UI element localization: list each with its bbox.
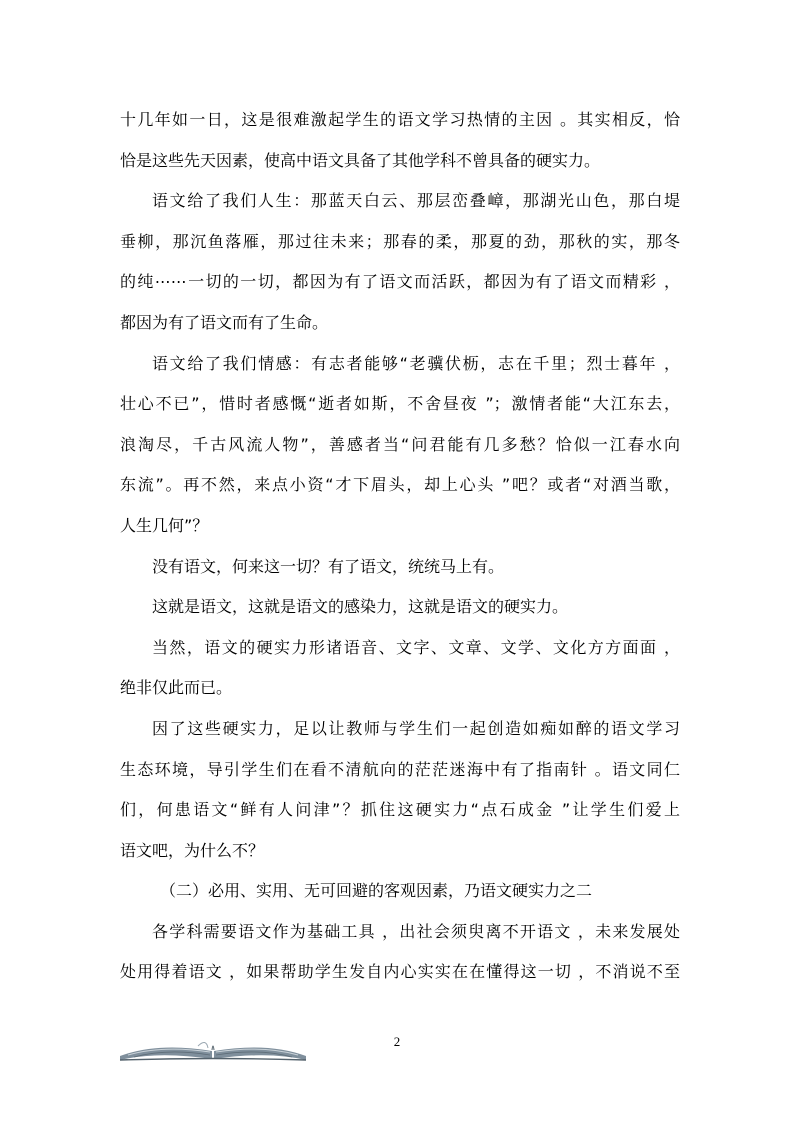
text-line: 绝非仅此而已。	[120, 678, 233, 698]
page-number: 2	[393, 1034, 401, 1049]
text-line: 垂柳，那沉鱼落雁，那过往未来；那春的柔，那夏的劲，那秋的实，那冬	[120, 231, 680, 251]
text-line: 生态环境，导引学生们在看不清航向的茫茫迷海中有了指南针 。语文同仁	[120, 759, 680, 779]
body-text	[120, 100, 680, 993]
open-book-icon	[118, 1036, 308, 1062]
text-line: 这就是语文，这就是语文的感染力，这就是语文的硬实力。	[152, 597, 569, 617]
text-line: 语文给了我们情感：有志者能够“老骥伏枥，志在千里；烈士暮年 ，	[152, 353, 680, 373]
text-line: 语文吧，为什么不？	[120, 840, 265, 860]
text-line: 十几年如一日，这是很难激起学生的语文学习热情的主因 。其实相反，恰	[120, 110, 680, 129]
text-line: 没有语文，何来这一切？有了语文，统统马上有。	[152, 556, 505, 576]
text-line: 处用得着语文 ，如果帮助学生发自内心实实在在懂得这一切 ，不消说不至	[120, 962, 680, 982]
text-line: 人生几何”？	[120, 515, 209, 535]
text-line: 当然，语文的硬实力形诸语音、文字、文章、文学、文化方方面面 ，	[152, 637, 680, 657]
section-heading: （二）必用、实用、无可回避的客观因素，乃语文硬实力之二	[160, 881, 593, 901]
text-line: 浪淘尽，千古风流人物”，善感者当“问君能有几多愁？恰似一江春水向	[120, 434, 680, 454]
text-line: 恰是这些先天因素，使高中语文具备了其他学科不曾具备的硬实力。	[120, 150, 601, 170]
text-line: 东流”。再不然，来点小资“才下眉头，却上心头 ”吧？或者“对酒当歌，	[120, 475, 680, 495]
text-line: 都因为有了语文而有了生命。	[120, 312, 329, 332]
text-line: 壮心不已”，惜时者感慨“逝者如斯，不舍昼夜 ”；激情者能“大江东去，	[120, 394, 680, 414]
text-line: 的纯⋯⋯一切的一切，都因为有了语文而活跃，都因为有了语文而精彩 ，	[120, 272, 680, 292]
text-line: 因了这些硬实力，足以让教师与学生们一起创造如痴如醉的语文学习	[152, 718, 680, 738]
text-line: 语文给了我们人生：那蓝天白云、那层峦叠嶂，那湖光山色，那白堤	[152, 191, 680, 211]
text-line: 们，何患语文“鲜有人问津”？抓住这硬实力“点石成金 ”让学生们爱上	[120, 800, 680, 820]
text-line: 各学科需要语文作为基础工具 ，出社会须臾离不开语文 ，未来发展处	[152, 921, 680, 941]
